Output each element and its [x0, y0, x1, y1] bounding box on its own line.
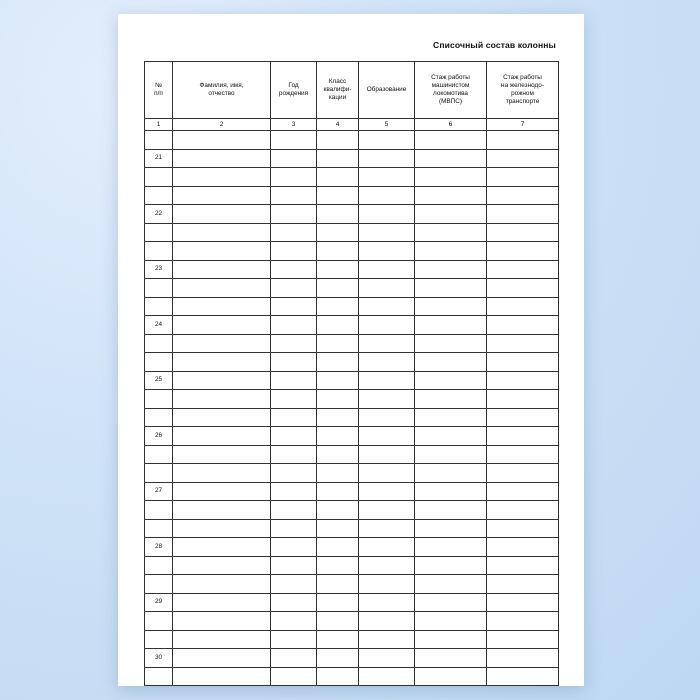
row-number-cell — [145, 667, 173, 686]
row-number-cell — [145, 519, 173, 538]
table-row — [145, 223, 559, 242]
entry-cell[interactable] — [173, 501, 271, 520]
entry-cell[interactable] — [317, 556, 359, 575]
entry-cell[interactable] — [487, 667, 559, 686]
row-number-cell — [145, 408, 173, 427]
entry-cell[interactable] — [271, 593, 317, 612]
entry-cell[interactable] — [317, 445, 359, 464]
entry-cell[interactable] — [487, 186, 559, 205]
entry-cell[interactable] — [173, 667, 271, 686]
entry-cell[interactable] — [487, 297, 559, 316]
entry-cell[interactable] — [487, 593, 559, 612]
entry-cell[interactable] — [173, 316, 271, 335]
entry-cell[interactable] — [415, 297, 487, 316]
entry-cell[interactable] — [173, 519, 271, 538]
table-row — [145, 501, 559, 520]
column-number-6: 6 — [415, 119, 487, 131]
entry-cell[interactable] — [415, 371, 487, 390]
column-header-birthyear: Год рождения — [271, 62, 317, 119]
entry-cell[interactable] — [317, 501, 359, 520]
entry-cell[interactable] — [415, 223, 487, 242]
entry-cell[interactable] — [173, 464, 271, 483]
entry-cell[interactable] — [271, 297, 317, 316]
entry-cell[interactable] — [359, 260, 415, 279]
entry-cell[interactable] — [271, 612, 317, 631]
document-page — [118, 14, 584, 686]
column-header-railway-experience: Стаж работы на железнодо- рожном транспорте — [487, 62, 559, 119]
entry-cell[interactable] — [317, 316, 359, 335]
entry-cell[interactable] — [487, 353, 559, 372]
entry-cell[interactable] — [317, 538, 359, 557]
entry-cell[interactable] — [487, 223, 559, 242]
entry-cell[interactable] — [359, 667, 415, 686]
entry-cell[interactable] — [359, 538, 415, 557]
entry-cell[interactable] — [359, 371, 415, 390]
table-row — [145, 242, 559, 261]
table-row — [145, 445, 559, 464]
entry-cell[interactable] — [271, 445, 317, 464]
entry-cell[interactable] — [415, 575, 487, 594]
entry-cell[interactable] — [415, 149, 487, 168]
table-row — [145, 149, 559, 168]
entry-cell[interactable] — [359, 205, 415, 224]
table-row — [145, 316, 559, 335]
entry-cell[interactable] — [487, 242, 559, 261]
entry-cell[interactable] — [415, 427, 487, 446]
entry-cell[interactable] — [271, 186, 317, 205]
row-number-cell — [145, 612, 173, 631]
entry-cell[interactable] — [173, 390, 271, 409]
entry-cell[interactable] — [271, 242, 317, 261]
entry-cell[interactable] — [173, 353, 271, 372]
entry-cell[interactable] — [359, 593, 415, 612]
entry-cell[interactable] — [173, 593, 271, 612]
roster-table — [144, 61, 559, 686]
entry-cell[interactable] — [487, 168, 559, 187]
entry-cell[interactable] — [173, 131, 271, 150]
column-header-fullname: Фамилия, имя, отчество — [173, 62, 271, 119]
entry-cell[interactable] — [271, 464, 317, 483]
entry-cell[interactable] — [317, 482, 359, 501]
page-title: Списочный состав колонны — [433, 40, 556, 50]
entry-cell[interactable] — [271, 519, 317, 538]
entry-cell[interactable] — [271, 334, 317, 353]
entry-cell[interactable] — [173, 205, 271, 224]
entry-cell[interactable] — [359, 149, 415, 168]
entry-cell[interactable] — [487, 445, 559, 464]
entry-cell[interactable] — [359, 464, 415, 483]
entry-cell[interactable] — [317, 649, 359, 668]
column-number-1: 1 — [145, 119, 173, 131]
entry-cell[interactable] — [173, 538, 271, 557]
entry-cell[interactable] — [271, 538, 317, 557]
table-row — [145, 667, 559, 686]
row-number-cell — [145, 168, 173, 187]
column-number-7: 7 — [487, 119, 559, 131]
entry-cell[interactable] — [271, 390, 317, 409]
table-row — [145, 334, 559, 353]
entry-cell[interactable] — [173, 630, 271, 649]
entry-cell[interactable] — [359, 649, 415, 668]
entry-cell[interactable] — [487, 260, 559, 279]
entry-cell[interactable] — [415, 353, 487, 372]
table-row — [145, 612, 559, 631]
entry-cell[interactable] — [173, 371, 271, 390]
entry-cell[interactable] — [359, 297, 415, 316]
entry-cell[interactable] — [317, 630, 359, 649]
entry-cell[interactable] — [271, 205, 317, 224]
entry-cell[interactable] — [271, 131, 317, 150]
entry-cell[interactable] — [415, 205, 487, 224]
table-row — [145, 593, 559, 612]
table-row — [145, 575, 559, 594]
row-number-cell: 29 — [145, 593, 173, 612]
row-number-cell: 22 — [145, 205, 173, 224]
row-number-cell — [145, 630, 173, 649]
entry-cell[interactable] — [487, 649, 559, 668]
entry-cell[interactable] — [487, 334, 559, 353]
entry-cell[interactable] — [415, 464, 487, 483]
row-number-cell: 27 — [145, 482, 173, 501]
entry-cell[interactable] — [415, 408, 487, 427]
entry-cell[interactable] — [271, 316, 317, 335]
entry-cell[interactable] — [173, 279, 271, 298]
table-row — [145, 556, 559, 575]
table-row — [145, 538, 559, 557]
entry-cell[interactable] — [317, 575, 359, 594]
entry-cell[interactable] — [359, 316, 415, 335]
row-number-cell — [145, 186, 173, 205]
entry-cell[interactable] — [415, 390, 487, 409]
row-number-cell — [145, 223, 173, 242]
row-number-cell — [145, 501, 173, 520]
entry-cell[interactable] — [487, 205, 559, 224]
table-row — [145, 297, 559, 316]
entry-cell[interactable] — [415, 630, 487, 649]
table-row — [145, 649, 559, 668]
entry-cell[interactable] — [317, 223, 359, 242]
entry-cell[interactable] — [271, 630, 317, 649]
entry-cell[interactable] — [317, 260, 359, 279]
entry-cell[interactable] — [359, 279, 415, 298]
entry-cell[interactable] — [173, 223, 271, 242]
entry-cell[interactable] — [359, 223, 415, 242]
entry-cell[interactable] — [359, 186, 415, 205]
entry-cell[interactable] — [271, 223, 317, 242]
column-header-education: Образование — [359, 62, 415, 119]
entry-cell[interactable] — [317, 371, 359, 390]
entry-cell[interactable] — [415, 519, 487, 538]
entry-cell[interactable] — [173, 556, 271, 575]
entry-cell[interactable] — [173, 297, 271, 316]
column-header-number: № п/п — [145, 62, 173, 119]
row-number-cell — [145, 353, 173, 372]
entry-cell[interactable] — [415, 649, 487, 668]
entry-cell[interactable] — [415, 482, 487, 501]
table-row — [145, 168, 559, 187]
entry-cell[interactable] — [415, 538, 487, 557]
entry-cell[interactable] — [487, 575, 559, 594]
entry-cell[interactable] — [271, 149, 317, 168]
row-number-cell — [145, 390, 173, 409]
table-row — [145, 131, 559, 150]
entry-cell[interactable] — [271, 501, 317, 520]
entry-cell[interactable] — [173, 612, 271, 631]
entry-cell[interactable] — [173, 575, 271, 594]
entry-cell[interactable] — [487, 408, 559, 427]
column-number-row — [145, 119, 559, 131]
entry-cell[interactable] — [271, 482, 317, 501]
row-number-cell — [145, 464, 173, 483]
entry-cell[interactable] — [271, 575, 317, 594]
entry-cell[interactable] — [487, 482, 559, 501]
row-number-cell: 25 — [145, 371, 173, 390]
entry-cell[interactable] — [317, 390, 359, 409]
table-row — [145, 390, 559, 409]
entry-cell[interactable] — [359, 630, 415, 649]
table-row — [145, 353, 559, 372]
table-row — [145, 371, 559, 390]
table-row — [145, 519, 559, 538]
entry-cell[interactable] — [271, 408, 317, 427]
entry-cell[interactable] — [173, 186, 271, 205]
entry-cell[interactable] — [317, 186, 359, 205]
entry-cell[interactable] — [317, 131, 359, 150]
entry-cell[interactable] — [487, 501, 559, 520]
entry-cell[interactable] — [271, 427, 317, 446]
entry-cell[interactable] — [359, 408, 415, 427]
entry-cell[interactable] — [415, 279, 487, 298]
entry-cell[interactable] — [271, 260, 317, 279]
row-number-cell — [145, 556, 173, 575]
entry-cell[interactable] — [317, 205, 359, 224]
row-number-cell — [145, 131, 173, 150]
entry-cell[interactable] — [317, 427, 359, 446]
roster-table-body — [145, 131, 559, 686]
entry-cell[interactable] — [487, 612, 559, 631]
entry-cell[interactable] — [359, 482, 415, 501]
entry-cell[interactable] — [271, 649, 317, 668]
entry-cell[interactable] — [415, 334, 487, 353]
column-header-qualification-class: Класс квалифи- кации — [317, 62, 359, 119]
entry-cell[interactable] — [359, 427, 415, 446]
table-row — [145, 408, 559, 427]
entry-cell[interactable] — [271, 371, 317, 390]
entry-cell[interactable] — [359, 575, 415, 594]
row-number-cell: 30 — [145, 649, 173, 668]
column-number-4: 4 — [317, 119, 359, 131]
entry-cell[interactable] — [317, 612, 359, 631]
entry-cell[interactable] — [317, 168, 359, 187]
entry-cell[interactable] — [359, 612, 415, 631]
column-header-driver-experience: Стаж работы машинистом локомотива (МВПС) — [415, 62, 487, 119]
entry-cell[interactable] — [317, 408, 359, 427]
entry-cell[interactable] — [173, 649, 271, 668]
row-number-cell — [145, 279, 173, 298]
entry-cell[interactable] — [415, 168, 487, 187]
table-row — [145, 260, 559, 279]
entry-cell[interactable] — [415, 501, 487, 520]
entry-cell[interactable] — [173, 242, 271, 261]
table-row — [145, 464, 559, 483]
entry-cell[interactable] — [359, 353, 415, 372]
entry-cell[interactable] — [415, 593, 487, 612]
entry-cell[interactable] — [271, 279, 317, 298]
entry-cell[interactable] — [317, 667, 359, 686]
entry-cell[interactable] — [415, 242, 487, 261]
entry-cell[interactable] — [317, 279, 359, 298]
entry-cell[interactable] — [271, 353, 317, 372]
entry-cell[interactable] — [359, 131, 415, 150]
entry-cell[interactable] — [487, 131, 559, 150]
entry-cell[interactable] — [487, 427, 559, 446]
entry-cell[interactable] — [487, 538, 559, 557]
entry-cell[interactable] — [317, 593, 359, 612]
entry-cell[interactable] — [415, 186, 487, 205]
entry-cell[interactable] — [487, 279, 559, 298]
entry-cell[interactable] — [359, 168, 415, 187]
table-row — [145, 186, 559, 205]
table-row — [145, 205, 559, 224]
row-number-cell — [145, 242, 173, 261]
entry-cell[interactable] — [415, 260, 487, 279]
entry-cell[interactable] — [359, 242, 415, 261]
entry-cell[interactable] — [415, 612, 487, 631]
entry-cell[interactable] — [317, 242, 359, 261]
entry-cell[interactable] — [359, 556, 415, 575]
row-number-cell: 21 — [145, 149, 173, 168]
entry-cell[interactable] — [359, 445, 415, 464]
form-sheet — [144, 40, 558, 686]
entry-cell[interactable] — [487, 630, 559, 649]
entry-cell[interactable] — [487, 371, 559, 390]
entry-cell[interactable] — [317, 297, 359, 316]
table-row — [145, 279, 559, 298]
column-number-2: 2 — [173, 119, 271, 131]
row-number-cell: 24 — [145, 316, 173, 335]
row-number-cell — [145, 575, 173, 594]
entry-cell[interactable] — [317, 149, 359, 168]
entry-cell[interactable] — [271, 168, 317, 187]
entry-cell[interactable] — [317, 334, 359, 353]
entry-cell[interactable] — [415, 445, 487, 464]
entry-cell[interactable] — [173, 408, 271, 427]
row-number-cell — [145, 334, 173, 353]
row-number-cell: 28 — [145, 538, 173, 557]
table-row — [145, 482, 559, 501]
entry-cell[interactable] — [359, 501, 415, 520]
row-number-cell — [145, 445, 173, 464]
entry-cell[interactable] — [359, 519, 415, 538]
entry-cell[interactable] — [415, 667, 487, 686]
entry-cell[interactable] — [487, 149, 559, 168]
column-number-5: 5 — [359, 119, 415, 131]
entry-cell[interactable] — [487, 519, 559, 538]
row-number-cell: 23 — [145, 260, 173, 279]
entry-cell[interactable] — [487, 464, 559, 483]
row-number-cell — [145, 297, 173, 316]
entry-cell[interactable] — [359, 390, 415, 409]
entry-cell[interactable] — [359, 334, 415, 353]
entry-cell[interactable] — [173, 427, 271, 446]
entry-cell[interactable] — [173, 334, 271, 353]
entry-cell[interactable] — [173, 149, 271, 168]
entry-cell[interactable] — [173, 168, 271, 187]
row-number-cell: 26 — [145, 427, 173, 446]
table-row — [145, 427, 559, 446]
column-number-3: 3 — [271, 119, 317, 131]
entry-cell[interactable] — [487, 556, 559, 575]
entry-cell[interactable] — [317, 464, 359, 483]
table-header-row — [145, 62, 559, 119]
entry-cell[interactable] — [487, 390, 559, 409]
entry-cell[interactable] — [271, 667, 317, 686]
entry-cell[interactable] — [317, 353, 359, 372]
entry-cell[interactable] — [317, 519, 359, 538]
entry-cell[interactable] — [415, 556, 487, 575]
entry-cell[interactable] — [271, 556, 317, 575]
entry-cell[interactable] — [415, 316, 487, 335]
entry-cell[interactable] — [487, 316, 559, 335]
entry-cell[interactable] — [173, 482, 271, 501]
entry-cell[interactable] — [415, 131, 487, 150]
entry-cell[interactable] — [173, 445, 271, 464]
entry-cell[interactable] — [173, 260, 271, 279]
table-row — [145, 630, 559, 649]
